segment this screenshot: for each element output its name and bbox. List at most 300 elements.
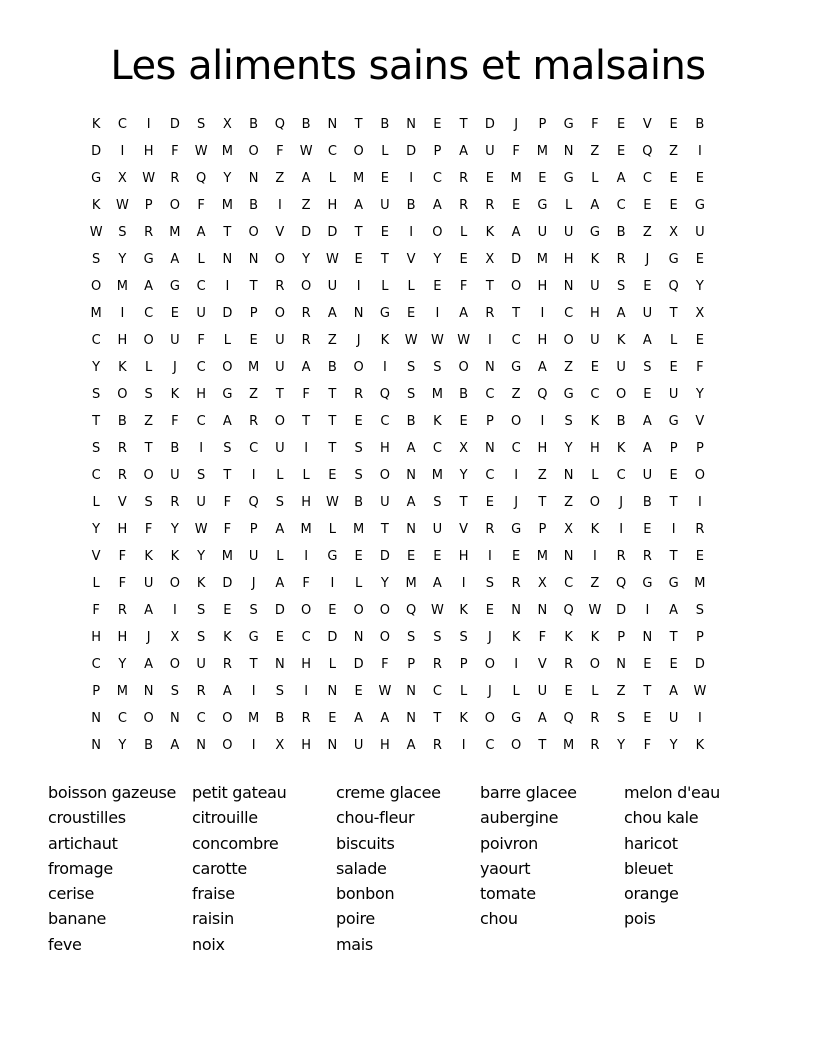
grid-letter: T: [538, 738, 547, 753]
grid-letter: H: [301, 738, 312, 753]
grid-letter: X: [459, 441, 469, 456]
grid-letter: N: [485, 360, 495, 375]
grid-letter: E: [643, 522, 652, 537]
grid-letter: A: [144, 279, 154, 294]
grid-letter: A: [406, 495, 416, 510]
grid-letter: T: [275, 387, 284, 402]
grid-letter: V: [275, 225, 285, 240]
grid-letter: E: [459, 414, 468, 429]
grid-letter: D: [91, 144, 102, 159]
grid-letter: S: [196, 468, 206, 483]
grid-letter: W: [115, 198, 129, 213]
grid-letter: D: [274, 603, 285, 618]
grid-letter: N: [406, 684, 416, 699]
word-item: orange: [624, 884, 679, 904]
grid-letter: E: [433, 549, 442, 564]
grid-letter: S: [223, 441, 232, 456]
grid-letter: C: [616, 468, 626, 483]
grid-letter: O: [353, 360, 364, 375]
grid-letter: I: [697, 495, 702, 510]
grid-letter: O: [353, 144, 364, 159]
grid-letter: G: [248, 630, 259, 645]
grid-letter: A: [642, 441, 652, 456]
grid-letter: E: [354, 252, 363, 267]
grid-letter: A: [354, 711, 364, 726]
grid-letter: Z: [275, 171, 285, 186]
grid-letter: D: [511, 252, 522, 267]
grid-letter: W: [325, 252, 339, 267]
word-item: haricot: [624, 833, 678, 853]
grid-letter: B: [170, 441, 180, 456]
grid-letter: R: [432, 657, 442, 672]
grid-letter: Q: [616, 576, 627, 591]
grid-letter: T: [223, 225, 232, 240]
grid-letter: B: [144, 738, 154, 753]
grid-row: [83, 111, 733, 138]
grid-letter: Q: [274, 117, 285, 132]
grid-letter: X: [669, 225, 679, 240]
grid-letter: M: [405, 576, 417, 591]
grid-row: [83, 354, 733, 381]
grid-letter: W: [299, 144, 313, 159]
grid-letter: K: [564, 630, 573, 645]
grid-letter: P: [485, 414, 494, 429]
grid-letter: K: [590, 252, 600, 267]
grid-letter: E: [485, 495, 494, 510]
grid-letter: O: [274, 414, 285, 429]
grid-letter: A: [354, 198, 364, 213]
grid-letter: L: [512, 684, 520, 699]
grid-letter: H: [589, 306, 600, 321]
grid-letter: I: [619, 522, 624, 537]
grid-letter: L: [92, 576, 100, 591]
grid-row: [83, 597, 733, 624]
grid-letter: L: [328, 171, 336, 186]
grid-letter: T: [354, 225, 363, 240]
grid-letter: N: [616, 657, 626, 672]
grid-letter: N: [327, 738, 338, 753]
grid-letter: E: [328, 711, 337, 726]
grid-letter: K: [91, 198, 101, 213]
grid-letter: N: [406, 117, 416, 132]
grid-letter: P: [538, 117, 547, 132]
grid-letter: C: [327, 144, 337, 159]
word-item: citrouille: [192, 808, 258, 828]
grid-letter: E: [512, 198, 521, 213]
grid-letter: S: [91, 387, 101, 402]
word-list: [48, 780, 768, 980]
grid-letter: M: [169, 225, 181, 240]
grid-letter: E: [617, 117, 626, 132]
grid-letter: U: [616, 360, 626, 375]
grid-letter: L: [381, 279, 389, 294]
grid-letter: A: [669, 603, 679, 618]
grid-letter: B: [380, 117, 390, 132]
grid-letter: C: [91, 333, 101, 348]
grid-letter: E: [354, 684, 363, 699]
grid-letter: T: [459, 495, 468, 510]
grid-letter: H: [117, 522, 128, 537]
grid-letter: H: [379, 441, 390, 456]
grid-letter: V: [91, 549, 101, 564]
grid-letter: O: [353, 603, 364, 618]
grid-letter: E: [275, 630, 284, 645]
grid-letter: R: [196, 684, 206, 699]
word-column: [336, 780, 476, 957]
grid-letter: S: [91, 441, 101, 456]
grid-letter: G: [511, 522, 522, 537]
grid-letter: K: [695, 738, 705, 753]
grid-letter: R: [432, 738, 442, 753]
grid-letter: O: [274, 306, 285, 321]
grid-letter: C: [511, 333, 521, 348]
grid-letter: D: [379, 549, 390, 564]
grid-letter: L: [328, 657, 336, 672]
grid-letter: X: [222, 117, 232, 132]
grid-letter: Y: [92, 522, 101, 537]
grid-letter: N: [485, 441, 495, 456]
word-item: salade: [336, 858, 387, 878]
grid-letter: T: [249, 279, 258, 294]
grid-letter: G: [563, 171, 574, 186]
grid-letter: S: [406, 387, 416, 402]
grid-letter: A: [275, 522, 285, 537]
grid-letter: P: [695, 630, 704, 645]
grid-letter: K: [144, 549, 153, 564]
grid-letter: T: [669, 630, 678, 645]
grid-letter: M: [510, 171, 522, 186]
grid-letter: G: [511, 711, 522, 726]
grid-letter: Q: [196, 171, 207, 186]
grid-letter: U: [695, 225, 705, 240]
grid-letter: G: [563, 117, 574, 132]
grid-letter: A: [301, 360, 311, 375]
grid-letter: I: [304, 549, 309, 564]
grid-letter: E: [170, 306, 179, 321]
grid-letter: O: [563, 333, 574, 348]
grid-letter: A: [511, 225, 521, 240]
grid-letter: F: [538, 630, 547, 645]
grid-letter: L: [276, 549, 284, 564]
grid-letter: I: [461, 576, 466, 591]
grid-row: [83, 408, 733, 435]
grid-letter: I: [671, 522, 676, 537]
grid-letter: U: [275, 441, 285, 456]
grid-letter: I: [645, 603, 650, 618]
grid-letter: H: [537, 333, 548, 348]
word-column: [192, 780, 332, 957]
grid-letter: S: [406, 630, 416, 645]
grid-letter: Y: [380, 576, 389, 591]
grid-letter: S: [354, 441, 363, 456]
word-item: poire: [336, 909, 375, 929]
grid-letter: R: [170, 171, 180, 186]
grid-letter: N: [406, 522, 416, 537]
grid-letter: G: [589, 225, 600, 240]
grid-letter: T: [433, 711, 442, 726]
grid-letter: A: [406, 441, 416, 456]
grid-letter: L: [145, 360, 153, 375]
grid-letter: C: [196, 279, 206, 294]
grid-letter: Z: [669, 144, 679, 159]
grid-letter: K: [433, 414, 442, 429]
grid-letter: R: [275, 279, 285, 294]
grid-letter: F: [92, 603, 100, 618]
grid-letter: B: [249, 117, 259, 132]
word-item: croustilles: [48, 808, 126, 828]
grid-row: [83, 246, 733, 273]
grid-row: [83, 219, 733, 246]
grid-letter: T: [328, 441, 337, 456]
grid-letter: C: [642, 171, 652, 186]
grid-letter: S: [196, 630, 206, 645]
grid-letter: I: [120, 306, 125, 321]
grid-letter: Z: [564, 360, 574, 375]
grid-letter: T: [302, 414, 311, 429]
grid-row: [83, 381, 733, 408]
grid-row: [83, 489, 733, 516]
grid-letter: R: [301, 711, 311, 726]
grid-letter: F: [591, 117, 599, 132]
grid-letter: W: [378, 684, 392, 699]
grid-letter: Q: [537, 387, 548, 402]
grid-letter: P: [249, 522, 258, 537]
grid-row: [83, 138, 733, 165]
grid-letter: I: [592, 549, 597, 564]
grid-letter: E: [433, 117, 442, 132]
grid-letter: C: [196, 414, 206, 429]
grid-letter: O: [169, 657, 180, 672]
grid-letter: F: [302, 387, 310, 402]
grid-letter: C: [249, 441, 259, 456]
grid-letter: U: [590, 333, 600, 348]
grid-letter: C: [616, 198, 626, 213]
grid-letter: W: [430, 333, 444, 348]
grid-letter: A: [144, 657, 154, 672]
grid-letter: N: [248, 171, 259, 186]
grid-letter: S: [196, 603, 206, 618]
grid-letter: M: [90, 306, 102, 321]
grid-letter: M: [694, 576, 706, 591]
grid-letter: T: [485, 279, 494, 294]
grid-letter: U: [196, 306, 206, 321]
grid-letter: S: [91, 252, 101, 267]
grid-letter: S: [144, 495, 153, 510]
grid-letter: B: [616, 225, 626, 240]
grid-letter: Y: [433, 252, 442, 267]
grid-letter: L: [355, 576, 363, 591]
grid-letter: M: [221, 198, 233, 213]
grid-letter: C: [485, 468, 495, 483]
grid-letter: S: [616, 711, 626, 726]
grid-row: [83, 624, 733, 651]
grid-letter: X: [275, 738, 285, 753]
grid-letter: M: [116, 684, 128, 699]
grid-letter: I: [251, 468, 256, 483]
grid-letter: M: [300, 522, 312, 537]
grid-letter: E: [407, 549, 416, 564]
grid-letter: U: [642, 306, 653, 321]
grid-letter: F: [197, 333, 205, 348]
grid-letter: G: [327, 549, 338, 564]
grid-letter: G: [537, 198, 548, 213]
grid-letter: A: [590, 198, 600, 213]
grid-letter: C: [485, 387, 495, 402]
grid-letter: H: [537, 279, 548, 294]
grid-letter: S: [275, 684, 284, 699]
grid-letter: C: [117, 711, 127, 726]
grid-letter: Y: [118, 252, 127, 267]
grid-row: [83, 732, 733, 759]
grid-letter: J: [146, 630, 151, 645]
grid-letter: M: [248, 360, 260, 375]
grid-letter: N: [563, 144, 574, 159]
grid-letter: D: [301, 225, 312, 240]
grid-letter: E: [485, 171, 494, 186]
grid-letter: K: [616, 441, 626, 456]
grid-letter: B: [642, 495, 652, 510]
grid-letter: L: [565, 198, 573, 213]
grid-letter: O: [616, 387, 627, 402]
grid-letter: Z: [301, 198, 311, 213]
grid-letter: N: [275, 657, 285, 672]
grid-letter: H: [196, 387, 207, 402]
grid-letter: E: [695, 333, 704, 348]
word-item: barre glacee: [480, 783, 577, 802]
grid-letter: C: [380, 414, 390, 429]
word-column: [624, 780, 764, 932]
grid-letter: P: [459, 657, 468, 672]
grid-letter: Y: [92, 360, 101, 375]
grid-letter: U: [275, 360, 285, 375]
grid-letter: W: [588, 603, 602, 618]
grid-letter: F: [696, 360, 704, 375]
grid-letter: Y: [197, 549, 206, 564]
word-item: chou: [480, 909, 518, 929]
grid-letter: X: [170, 630, 180, 645]
grid-letter: E: [354, 414, 363, 429]
grid-letter: I: [409, 225, 414, 240]
grid-letter: M: [353, 171, 365, 186]
grid-letter: E: [669, 468, 678, 483]
grid-letter: S: [170, 684, 179, 699]
grid-letter: P: [249, 306, 258, 321]
grid-letter: E: [669, 657, 678, 672]
grid-letter: F: [118, 549, 127, 564]
grid-letter: O: [301, 603, 312, 618]
grid-letter: E: [328, 603, 337, 618]
grid-letter: T: [643, 684, 652, 699]
grid-letter: O: [432, 225, 443, 240]
grid-letter: E: [564, 684, 573, 699]
grid-letter: K: [196, 576, 206, 591]
grid-letter: P: [92, 684, 101, 699]
grid-letter: W: [194, 522, 208, 537]
grid-letter: D: [406, 144, 417, 159]
grid-letter: R: [590, 711, 600, 726]
grid-letter: J: [514, 495, 519, 510]
grid-letter: T: [380, 252, 389, 267]
grid-letter: M: [431, 387, 443, 402]
word-item: concombre: [192, 833, 279, 853]
grid-letter: M: [536, 549, 548, 564]
word-item: bleuet: [624, 858, 673, 878]
grid-letter: F: [459, 279, 468, 294]
grid-letter: K: [380, 333, 390, 348]
grid-letter: O: [379, 630, 390, 645]
grid-letter: E: [538, 171, 547, 186]
grid-letter: X: [537, 576, 547, 591]
grid-row: [83, 570, 733, 597]
grid-letter: C: [432, 171, 442, 186]
grid-row: [83, 327, 733, 354]
grid-letter: G: [694, 198, 705, 213]
grid-letter: R: [459, 171, 469, 186]
grid-letter: Y: [118, 657, 127, 672]
grid-letter: Y: [302, 252, 311, 267]
grid-letter: K: [590, 414, 600, 429]
grid-row: [83, 705, 733, 732]
grid-letter: T: [249, 657, 258, 672]
grid-letter: A: [406, 738, 416, 753]
grid-letter: G: [563, 387, 574, 402]
grid-letter: B: [406, 198, 416, 213]
grid-letter: S: [196, 117, 206, 132]
grid-letter: E: [485, 603, 494, 618]
grid-letter: Q: [248, 495, 259, 510]
grid-letter: B: [275, 711, 285, 726]
word-item: yaourt: [480, 858, 531, 878]
grid-letter: V: [406, 252, 416, 267]
grid-letter: F: [171, 414, 179, 429]
grid-letter: B: [354, 495, 364, 510]
grid-letter: L: [223, 333, 231, 348]
grid-letter: O: [484, 711, 495, 726]
grid-letter: H: [117, 630, 128, 645]
grid-letter: Q: [563, 711, 574, 726]
grid-letter: N: [222, 252, 233, 267]
grid-letter: E: [590, 360, 599, 375]
grid-letter: E: [249, 333, 258, 348]
grid-letter: Y: [695, 387, 704, 402]
grid-letter: C: [91, 657, 101, 672]
grid-letter: A: [616, 171, 626, 186]
grid-letter: R: [564, 657, 574, 672]
grid-letter: A: [459, 144, 469, 159]
grid-letter: I: [330, 576, 335, 591]
grid-letter: M: [563, 738, 575, 753]
grid-letter: L: [591, 468, 599, 483]
grid-letter: L: [92, 495, 100, 510]
grid-letter: D: [484, 117, 495, 132]
grid-letter: H: [91, 630, 102, 645]
grid-letter: O: [91, 279, 102, 294]
grid-letter: S: [433, 360, 442, 375]
word-item: creme glacee: [336, 783, 441, 802]
grid-letter: H: [301, 657, 312, 672]
grid-letter: G: [668, 414, 679, 429]
grid-letter: F: [276, 144, 284, 159]
grid-row: [83, 543, 733, 570]
grid-letter: Q: [642, 144, 653, 159]
grid-letter: W: [325, 495, 339, 510]
grid-letter: L: [328, 522, 336, 537]
grid-letter: J: [514, 117, 519, 132]
grid-letter: P: [669, 441, 678, 456]
grid-letter: O: [222, 738, 233, 753]
grid-letter: J: [645, 252, 650, 267]
grid-letter: U: [432, 522, 443, 537]
